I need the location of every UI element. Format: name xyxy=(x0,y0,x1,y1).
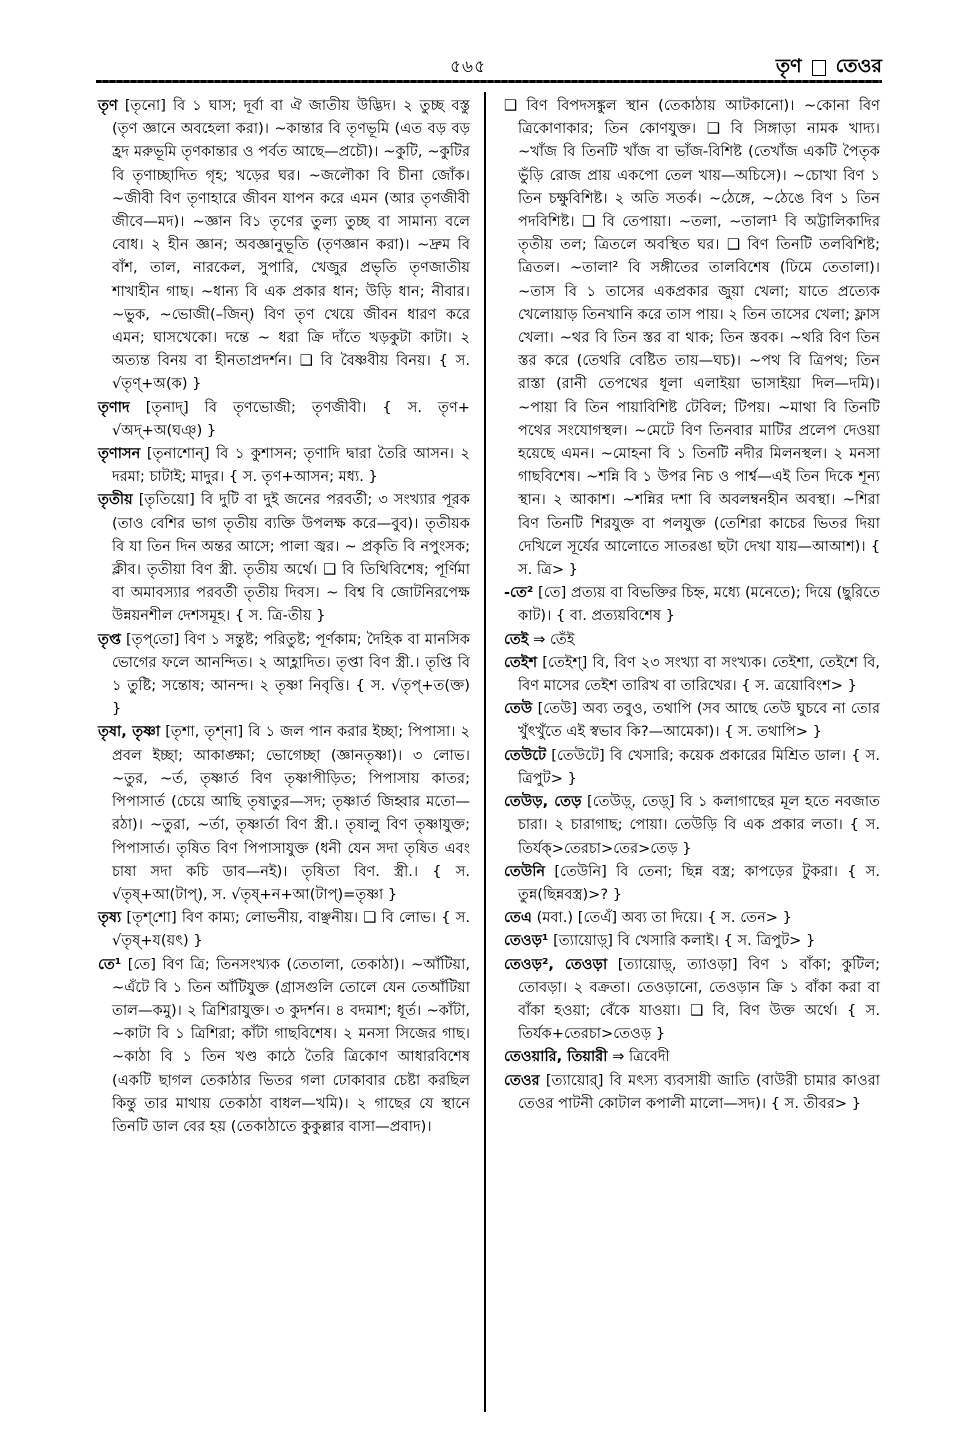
entry-body: [তেউড়্, তেড়্] বি ১ কলাগাছের মূল হতে নবজাত চারা। ২ চারাগাছ; পোয়া। তেউড়ি বি এক প্রকার লতা। { স. তির্যক্>তেরচা>তের>তেড় } xyxy=(518,793,881,857)
entry-headword: -তে² xyxy=(504,584,534,602)
dictionary-entry-continued xyxy=(504,94,880,581)
dictionary-entry xyxy=(98,488,470,627)
entry-headword: তেওয়ারি, তিয়ারী xyxy=(504,1048,608,1066)
entry-body: ⇒ তেঁই xyxy=(533,630,575,648)
dictionary-entry xyxy=(98,628,470,721)
dictionary-entry xyxy=(504,628,880,651)
entry-body: [তৃশা, তৃশ্‌না] বি ১ জল পান করার ইচ্ছা; পিপাসা। ২ প্রবল ইচ্ছা; আকাঙ্ক্ষা; ভোগেচ্ছা (জ্ঞানতৃষ্ণা)। ৩ লোভ। ~তুর, ~র্ত, তৃষ্ণার্ত বিণ তৃষ্ণাপীড়িত; পিপাসায় কাতর; পিপাসার্ত (চেয়ে আছি তৃষাতুর—সদ; তৃষ্ণার্ত জিহ্বার মতো—রঠা)। ~তুরা, ~র্তা, তৃষ্ণার্তা বিণ স্ত্রী.। তৃষালু বিণ তৃষ্ণাযুক্ত; পিপাসার্ত। তৃষিত বিণ পিপাসাযুক্ত (ধনী যেন সদা তৃষিত এবং চাষা সদা কচি ডাব—নই)। তৃষিতা বিণ. স্ত্রী.। { স. √তৃষ্+আ(টাপ্), স. √তৃষ্+ন+আ(টাপ্)=তৃষ্ণা } xyxy=(112,723,471,903)
entry-body: [তেউ] অব্য তবুও, তথাপি (সব আছে তেউ ঘুচবে না তোর খুঁৎখুঁতে এই স্বভাব কি?—আমেকা)। { স. তথাপি> } xyxy=(518,700,880,741)
dictionary-entry xyxy=(504,697,880,743)
entry-body: [তেইশ্] বি, বিণ ২৩ সংখ্যা বা সংখ্যক। তেইশা, তেইশে বি, বিণ মাসের তেইশ তারিখ বা তারিখের। { স. ত্রয়োবিংশ> } xyxy=(518,653,881,695)
entry-headword: তেই xyxy=(504,630,529,648)
entry-headword: তৃণাদ xyxy=(98,398,130,416)
entry-headword: তৃণ xyxy=(98,97,118,114)
entry-body: [তৃনাশোন্] বি ১ কুশাসন; তৃণাদি দ্বারা তৈরি আসন। ২ দরমা; চাটাই; মাদুর। { স. তৃণ+আসন; মধ্য. } xyxy=(112,445,470,486)
entry-headword: তে¹ xyxy=(98,955,122,973)
entry-body: [তেউনি] বি তেনা; ছিন্ন বস্ত্র; কাপড়ের টুকরা। { স. তুন্ন(ছিন্নবস্ত্র)>? } xyxy=(518,862,880,903)
right-column xyxy=(504,94,880,1115)
entry-body: (মবা.) [তেএঁ] অব্য তা দিয়ে। { স. তেন> } xyxy=(536,909,792,927)
entry-body: [তৃতিয়ো] বি দুটি বা দুই জনের পরবর্তী; ৩ সংখ্যার পূরক (তাও বেশির ভাগ তৃতীয় ব্যক্তি উপলক্ষ করে—বুব)। তৃতীয়ক বি যা তিন দিন অন্তর আসে; পালা জ্বর। ~ প্রকৃতি বি নপুংসক; ক্লীব। তৃতীয়া বিণ স্ত্রী. তৃতীয় অর্থে। ❑ বি তিথিবিশেষ; পূর্ণিমা বা অমাবস্যার পরবর্তী তৃতীয় দিবস। ~ বিশ্ব বি জোটনিরপেক্ষ উন্নয়নশীল দেশসমূহ। { স. ত্রি-তীয় } xyxy=(112,491,471,625)
dictionary-entry xyxy=(504,953,880,1046)
dictionary-entry xyxy=(504,906,880,929)
page-number: ৫৬৫ xyxy=(450,57,487,77)
entry-body: [তেউটে] বি খেসারি; কয়েক প্রকারের মিশ্রিত ডাল। { স. ত্রিপুট> } xyxy=(518,746,880,787)
entry-headword: তৃষা, তৃষ্ণা xyxy=(98,723,161,741)
entry-headword: তেউড়, তেড় xyxy=(504,793,582,811)
entry-body: [তৃনাদ্] বি তৃণভোজী; তৃণজীবী। { স. তৃণ+ √অদ্+অ(ঘঞ্) } xyxy=(112,398,471,439)
dictionary-entry xyxy=(504,929,880,952)
guide-separator-box-icon xyxy=(812,60,826,76)
entry-headword: তৃণাসন xyxy=(98,445,141,463)
entry-body: [তৃনো] বি ১ ঘাস; দূর্বা বা ঐ জাতীয় উদ্ভিদ। ২ তুচ্ছ বস্তু (তৃণ জ্ঞানে অবহেলা করা)। ~কান্তার বি তৃণভূমি (এত বড় বড় হ্রদ মরুভূমি তৃণকান্তার ও পর্বত আছে—প্রচৌ)। ~কুটি, ~কুটির বি তৃণাচ্ছাদিত গৃহ; খড়ের ঘর। ~জলৌকা বি চীনা জোঁক। ~জীবী বিণ তৃণাহারে জীবন যাপন করে এমন (আর তৃণজীবী জীবে—মদ)। ~জ্ঞান বি১ তৃণের তুল্য তুচ্ছ বা সামান্য বলে বোধ। ২ হীন জ্ঞান; অবজ্ঞানুভূতি (তৃণজ্ঞান করা)। ~দ্রুম বি বাঁশ, তাল, নারকেল, সুপারি, খেজুর প্রভৃতি তৃণজাতীয় শাখাহীন গাছ। ~ধান্য বি এক প্রকার ধান; উড়ি ধান; নীবার। ~ভুক, ~ভোজী(–জিন্) বিণ তৃণ খেয়ে জীবন ধারণ করে এমন; ঘাসখেকো। দন্তে ~ ধরা ক্রি দাঁতে খড়কুটা কাটা। ২ অত্যন্ত বিনয় বা হীনতাপ্রদর্শন। ❑ বি বৈষ্ণবীয় বিনয়। { স. √তৃণ্+অ(ক) } xyxy=(112,97,470,393)
entry-headword: তৃতীয় xyxy=(98,491,133,509)
entry-headword: তেওড়¹ xyxy=(504,932,549,950)
entry-body: [তে] বিণ ত্রি; তিনসংখ্যক (তেতালা, তেকাঠা)। ~আঁটিয়া, ~এঁটে বি ১ তিন আঁটিযুক্ত (গ্রাসগুলি তোলে যেন তেআঁটিয়া তাল—কমু)। ২ ত্রিশিরাযুক্ত। ৩ কুদর্শন। ৪ বদমাশ; ধূর্ত। ~কাঁটা, ~কাটা বি ১ ত্রিশিরা; কাঁটা গাছবিশেষ। ২ মনসা সিজের গাছ। ~কাঠা বি ১ তিন খণ্ড কাঠে তৈরি ত্রিকোণ আধারবিশেষ (একটি ছাগল তেকাঠার ভিতর গলা ঢোকাবার চেষ্টা করছিল কিন্তু তার মাথায় তেকাঠা বাধল—খমি)। ২ গাছের যে স্থানে তিনটি ডাল বের হয় (তেকাঠাতে কুকুল্লার বাসা—প্রবাদ)। xyxy=(112,955,470,1135)
entry-body: [তৃশ্‌শো] বিণ কাম্য; লোভনীয়, বাঞ্ছনীয়। ❑ বি লোভ। { স. √তৃষ্+য(য়ৎ) } xyxy=(112,909,470,950)
dictionary-entry xyxy=(504,1069,880,1115)
dictionary-entry xyxy=(504,581,880,627)
entry-headword: তেউনি xyxy=(504,862,546,880)
dictionary-entry xyxy=(98,720,470,906)
entry-body: ❑ বিণ বিপদসঙ্কুল স্থান (তেকাঠায় আটকানো)। ~কোনা বিণ ত্রিকোণাকার; তিন কোণযুক্ত। ❑ বি সিঙ্গাড়া নামক খাদ্য। ~খাঁজ বি তিনটি খাঁজ বা ভাঁজ-বিশিষ্ট (তেখাঁজ একটি পৈতৃক ভুঁড়ি রোজ প্রায় একপো তেল খায়—অচিসে)। ~চোখা বিণ ১ তিন চক্ষুবিশিষ্ট। ২ অতি সতর্ক। ~ঠেঙ্গে, ~ঠেঙে বিণ ১ তিন পদবিশিষ্ট। ❑ বি তেপায়া। ~তলা, ~তালা¹ বি অট্টালিকাদির তৃতীয় তল; ত্রিতলে অবস্থিত ঘর। ❑ বিণ তিনটি তলবিশিষ্ট; ত্রিতল। ~তালা² বি সঙ্গীতের তালবিশেষ (ঢিমে তেতালা)। ~তাস বি ১ তাসের একপ্রকার জুয়া খেলা; যাতে প্রত্যেক খেলোয়াড় তিনখানি করে তাস পায়। ২ তিন তাসের খেলা; ফ্লাস খেলা। ~থর বি তিন স্তর বা থাক; তিন স্তবক। ~থরি বিণ তিন স্তর করে (তেথরি বেষ্টিত তায়—ঘচ)। ~পথ বি ত্রিপথ; তিন রাস্তা (রানী তেপথের ধূলা এলাইয়া ভাসাইয়া দিল—দমি)। ~পায়া বি তিন পায়াবিশিষ্ট টেবিল; টিপয়। ~মাথা বি তিনটি পথের সংযোগস্থল। ~মেটে বিণ তিনবার মাটির প্রলেপ দেওয়া হয়েছে এমন। ~মোহনা বি ১ তিনটি নদীর মিলনস্থল। ২ মনসা গাছবিশেষ। ~শন্নি বি ১ উপর নিচ ও পার্শ্ব—এই তিন দিকে শূন্য স্থান। ২ আকাশ। ~শন্নির দশা বি অবলম্বনহীন অবস্থা। ~শিরা বিণ তিনটি শিরযুক্ত বা পলযুক্ত (তেশিরা কাচের ভিতর দিয়া দেখিলে সূর্যের আলোতে সাতরঙা ছটা দেখা যায়—আআশ)। { স. ত্রি> } xyxy=(504,97,880,579)
entry-body: [তে] প্রত্যয় বা বিভক্তির চিহ্ন, মধ্যে (মনেতে); দিয়ে (ছুরিতে কাট)। { বা. প্রত্যয়বিশেষ } xyxy=(518,584,880,625)
entry-headword: তেউ xyxy=(504,700,533,718)
column-divider xyxy=(484,92,486,1412)
entry-body: ⇒ ত্রিবেদী xyxy=(612,1048,670,1066)
entry-body: [তৃপ্‌তো] বিণ ১ সন্তুষ্ট; পরিতুষ্ট; পূর্ণকাম; দৈহিক বা মানসিক ভোগের ফলে আনন্দিত। ২ আহ্লাদিত। তৃপ্তা বিণ স্ত্রী.। তৃপ্তি বি ১ তুষ্টি; সন্তোষ; আনন্দ। ২ তৃষ্ণা নিবৃত্তি। { স. √তৃপ্+ত(ক্ত) } xyxy=(112,630,470,718)
dictionary-entry xyxy=(504,860,880,906)
guide-word-last: তেওর xyxy=(835,55,882,77)
dictionary-entry xyxy=(504,651,880,697)
dictionary-entry xyxy=(504,790,880,860)
header-rule xyxy=(96,80,882,83)
dictionary-entry xyxy=(98,442,470,488)
entry-headword: তেওর xyxy=(504,1071,540,1089)
dictionary-entry xyxy=(504,744,880,790)
dictionary-entry xyxy=(98,396,470,442)
entry-body: [ত্যায়োড়্] বি খেসারি কলাই। { স. ত্রিপুট> } xyxy=(553,932,816,950)
entry-headword: তেওড়², তেওড়া xyxy=(504,955,608,973)
dictionary-entry xyxy=(98,906,470,952)
entry-headword: তেইশ xyxy=(504,653,538,671)
left-column xyxy=(98,94,470,1138)
entry-body: [ত্যায়োড়্, ত্যাওড়া] বিণ ১ বাঁকা; কুটিল; তোবড়া। ২ বক্রতা। তেওড়ানো, তেওড়ান ক্রি ১ বাঁকা করা বা বাঁকা হওয়া; বেঁকে যাওয়া। ❑ বি, বিণ উক্ত অর্থে। { স. তির্যক+তেরচা>তেওড় } xyxy=(518,955,881,1043)
entry-body: [ত্যায়োর্] বি মৎস্য ব্যবসায়ী জাতি (বাউরী চামার কাওরা তেওর পাটনী কোটাল কপালী মালো—সদ)। { স. তীবর> } xyxy=(518,1071,881,1112)
entry-headword: তেউটে xyxy=(504,746,547,764)
entry-headword: তৃষ্য xyxy=(98,909,122,927)
dictionary-entry xyxy=(98,953,470,1139)
guide-word-first: তৃণ xyxy=(775,55,802,77)
dictionary-entry xyxy=(98,94,470,396)
dictionary-entry xyxy=(504,1045,880,1068)
entry-headword: তেএ xyxy=(504,909,532,927)
entry-headword: তৃপ্ত xyxy=(98,630,121,648)
